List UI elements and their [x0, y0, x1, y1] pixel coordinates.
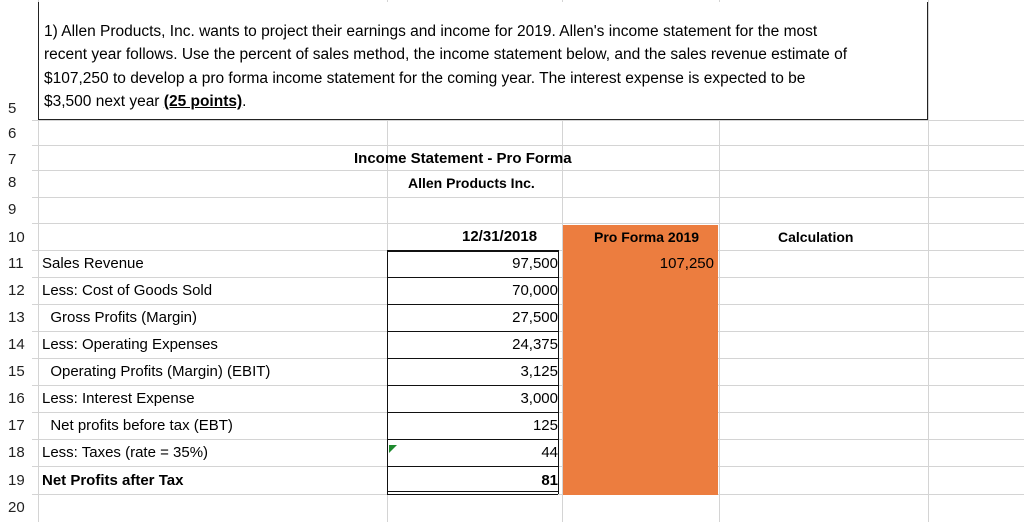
cell-border [387, 412, 558, 413]
row-label-ebt[interactable]: Net profits before tax (EBT) [42, 417, 233, 434]
value-2018-gross[interactable]: 27,500 [512, 309, 558, 326]
row-label-operating-expenses[interactable]: Less: Operating Expenses [42, 336, 218, 353]
cell-border [387, 358, 558, 359]
row-number[interactable]: 18 [8, 444, 25, 461]
row-number[interactable]: 16 [8, 390, 25, 407]
column-header-calculation[interactable]: Calculation [778, 229, 854, 245]
row-label-interest-expense[interactable]: Less: Interest Expense [42, 390, 195, 407]
column-header-pro-forma[interactable]: Pro Forma 2019 [594, 229, 700, 245]
row-number[interactable]: 5 [8, 100, 17, 117]
cell-border [387, 250, 558, 252]
row-label-sales-revenue[interactable]: Sales Revenue [42, 255, 144, 272]
row-number[interactable]: 8 [8, 174, 17, 191]
company-name[interactable]: Allen Products Inc. [408, 175, 535, 191]
spreadsheet-grid[interactable] [32, 0, 1024, 522]
row-number[interactable]: 11 [8, 255, 24, 272]
value-2018-ebt[interactable]: 125 [532, 417, 558, 434]
value-2018-cogs[interactable]: 70,000 [512, 282, 558, 299]
value-pro-forma-sales[interactable]: 107,250 [659, 255, 714, 272]
value-2018-sales[interactable]: 97,500 [512, 255, 558, 272]
row-label-gross-profits[interactable]: Gross Profits (Margin) [42, 309, 198, 326]
value-2018-taxes[interactable]: 44 [541, 444, 558, 461]
gridline [32, 120, 1024, 121]
double-underline [387, 491, 558, 492]
gridline [32, 145, 1024, 146]
row-number[interactable]: 9 [8, 201, 17, 218]
row-label-net-profits[interactable]: Net Profits after Tax [42, 472, 184, 489]
row-number[interactable]: 20 [8, 499, 25, 516]
gridline [32, 197, 1024, 198]
row-label-ebit[interactable]: Operating Profits (Margin) (EBIT) [42, 363, 271, 380]
points-label: (25 points) [163, 92, 243, 110]
error-indicator-icon[interactable] [389, 445, 397, 453]
row-number[interactable]: 7 [8, 151, 17, 168]
row-number[interactable]: 12 [8, 282, 25, 299]
row-number[interactable]: 15 [8, 363, 25, 380]
row-number-gutter [0, 0, 32, 522]
value-2018-interest[interactable]: 3,000 [520, 390, 558, 407]
value-2018-net-profits[interactable]: 81 [541, 472, 558, 489]
statement-title[interactable]: Income Statement - Pro Forma [354, 150, 572, 167]
cell-border [387, 439, 558, 440]
row-label-taxes[interactable]: Less: Taxes (rate = 35%) [42, 444, 209, 461]
gridline [32, 170, 1024, 171]
row-number[interactable]: 10 [8, 229, 25, 246]
row-number[interactable]: 13 [8, 309, 25, 326]
row-number[interactable]: 17 [8, 417, 25, 434]
cell-border [387, 385, 558, 386]
intro-line-text: $3,500 next year [44, 92, 164, 110]
gridline [32, 223, 1024, 224]
cell-border [387, 331, 558, 332]
intro-line: 1) Allen Products, Inc. wants to project their earnings and income for 2019. Allen's income statement for the most [44, 23, 818, 40]
row-number[interactable]: 6 [8, 125, 17, 142]
double-underline [387, 494, 558, 495]
intro-line: recent year follows. Use the percent of sales method, the income statement below, and the sales revenue estimate of [44, 46, 847, 64]
cell-border [387, 466, 558, 467]
cell-border [387, 277, 558, 278]
row-number[interactable]: 19 [8, 472, 25, 489]
problem-statement-cell[interactable] [38, 2, 928, 120]
cell-border [558, 250, 559, 494]
gridline [928, 0, 929, 522]
cell-border [387, 250, 388, 494]
row-number[interactable]: 14 [8, 336, 25, 353]
intro-line-end: . [242, 92, 247, 110]
intro-line [44, 90, 927, 113]
value-2018-ebit[interactable]: 3,125 [520, 363, 558, 380]
value-2018-opex[interactable]: 24,375 [512, 336, 558, 353]
column-header-2018[interactable]: 12/31/2018 [462, 228, 538, 245]
row-label-cogs[interactable]: Less: Cost of Goods Sold [42, 282, 213, 299]
cell-border [387, 304, 558, 305]
intro-line: $107,250 to develop a pro forma income statement for the coming year. The interest expense is expected to be [44, 69, 806, 87]
